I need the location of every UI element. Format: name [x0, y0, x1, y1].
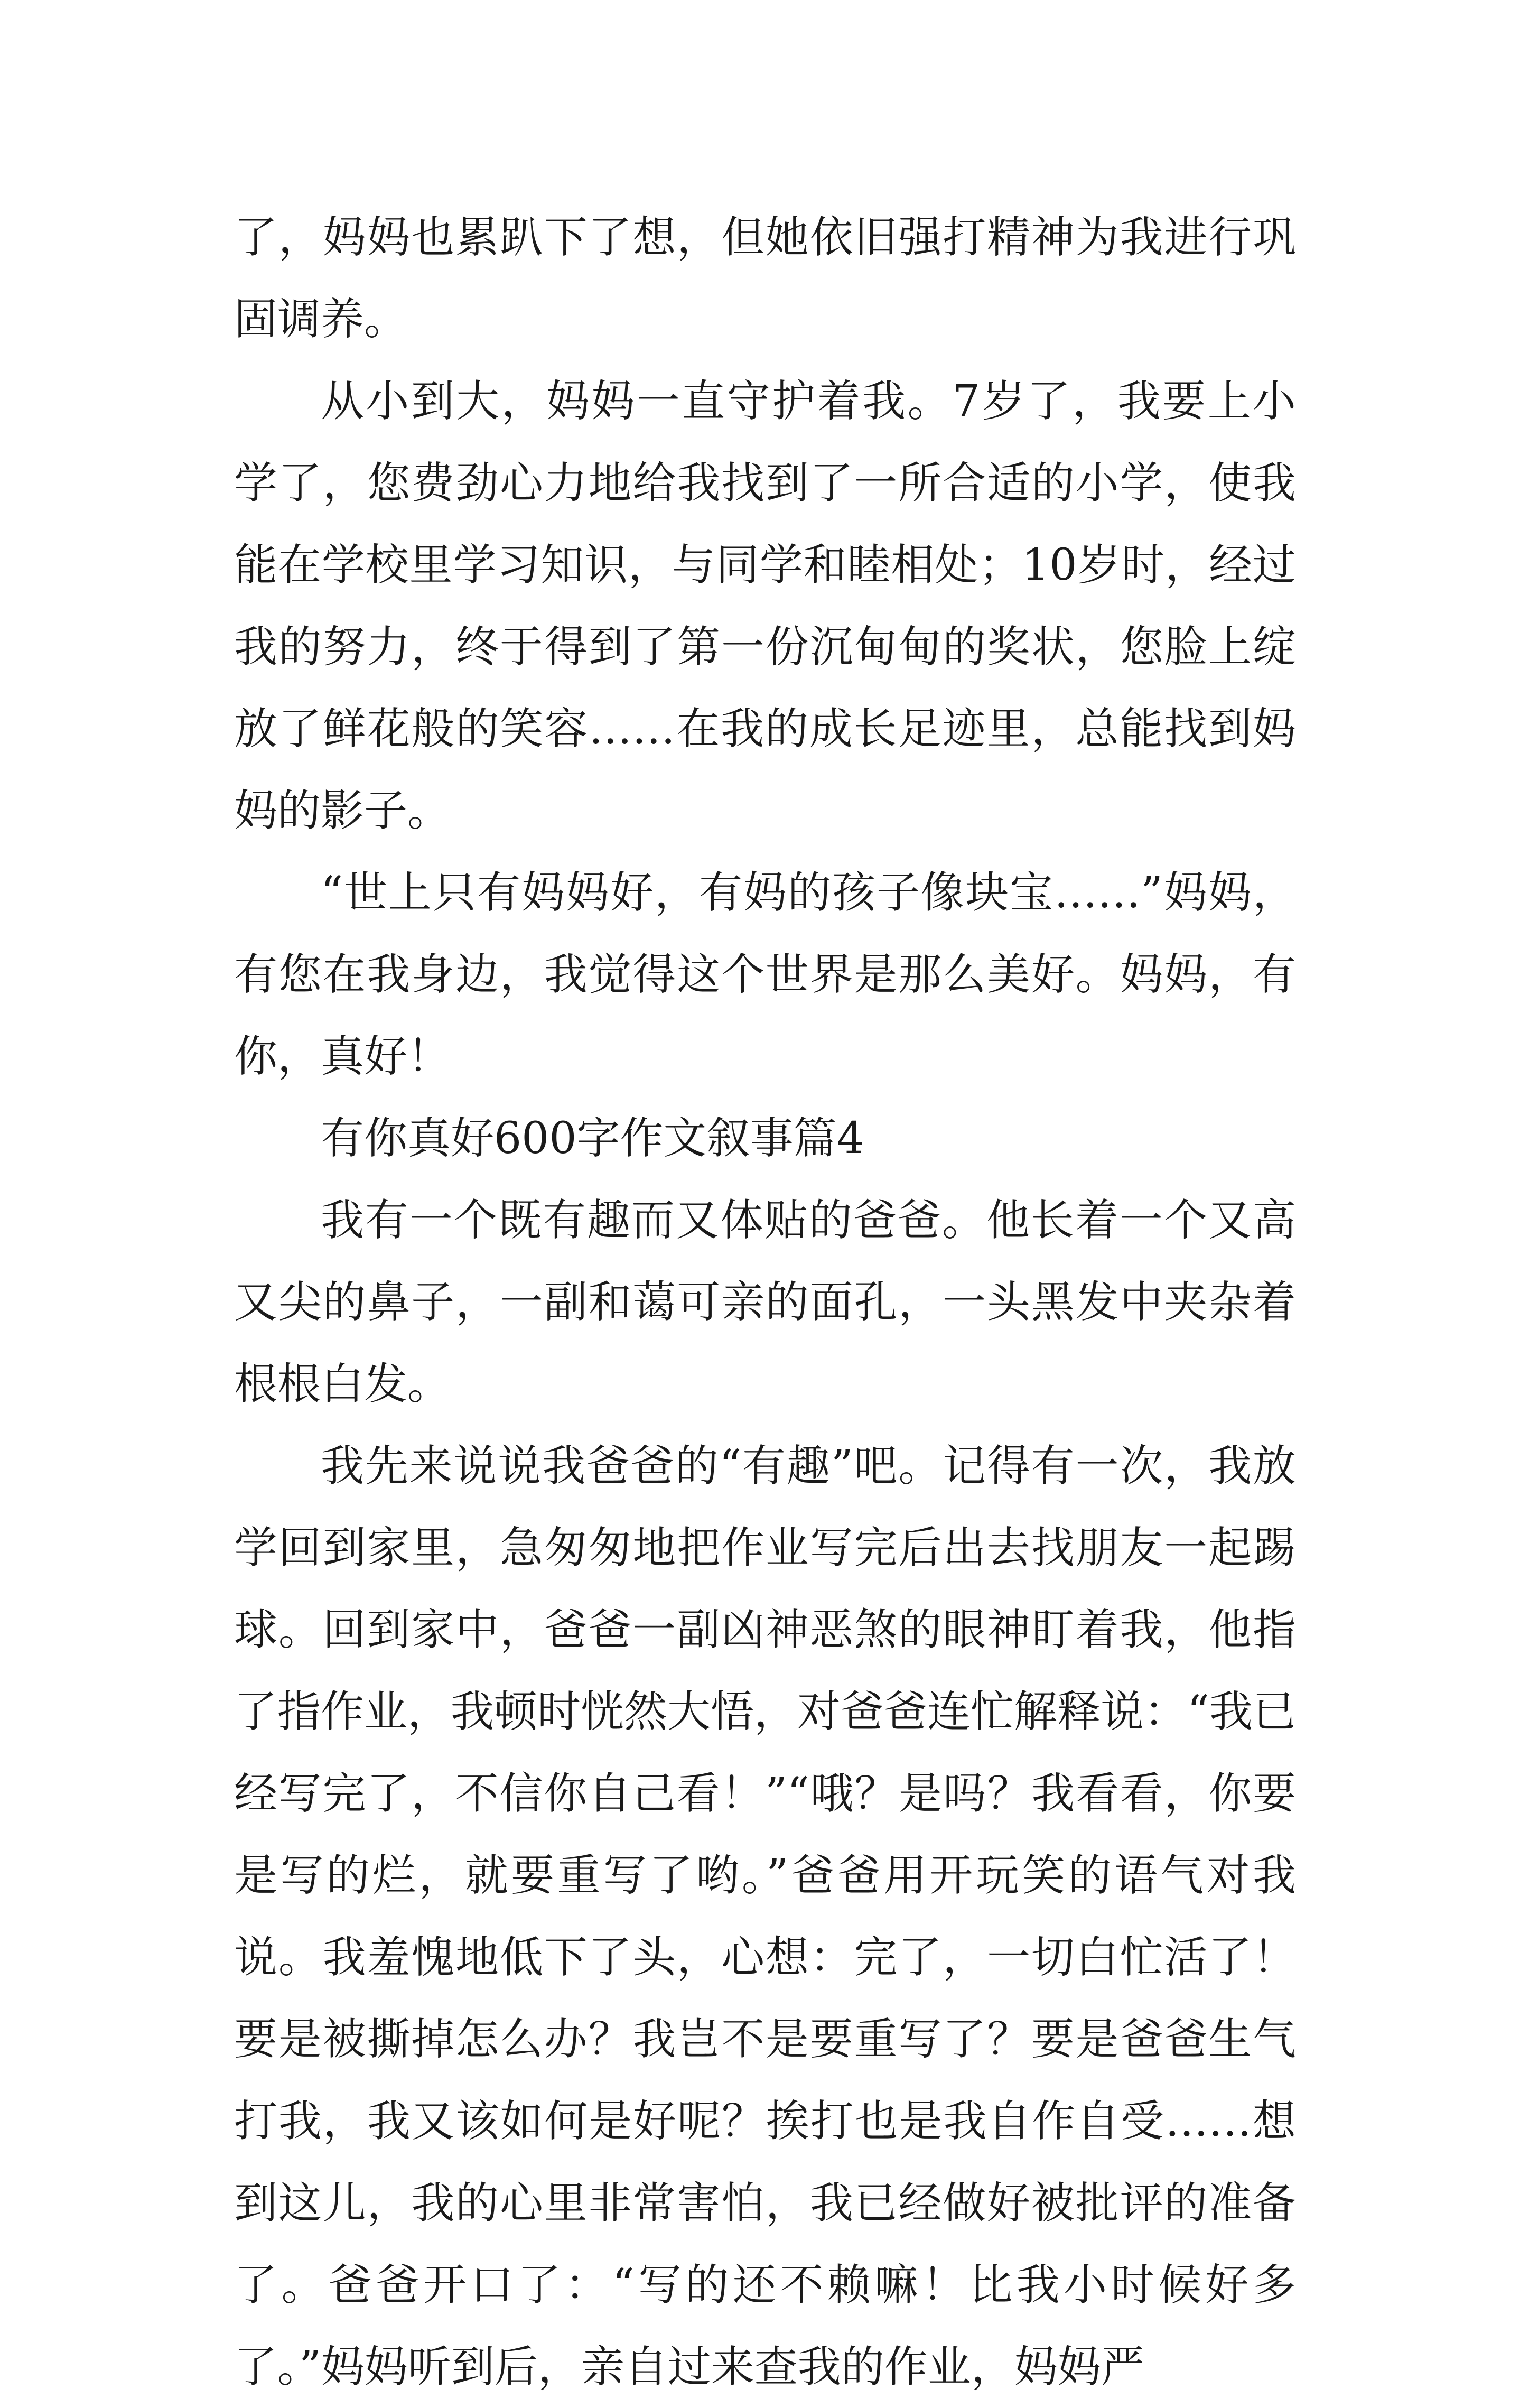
paragraph-father-story: 我先来说说我爸爸的“有趣”吧。记得有一次，我放学回到家里，急匆匆地把作业写完后出去找朋友一起踢球。回到家中，爸爸一副凶神恶煞的眼神盯着我，他指了指作业，我顿时恍然大悟，对爸爸连忙解释说：“我已经写完了，不信你自己看！”“哦？是吗？我看看，你要是写的烂，就要重写了哟。”爸爸用开玩笑的语气对我说。我羞愧地低下了头，心想：完了，一切白忙活了！要是被撕掉怎么办？我岂不是要重写了？要是爸爸生气打我，我又该如何是好呢？挨打也是我自作自受……想到这儿，我的心里非常害怕，我已经做好被批评的准备了。爸爸开口了：“写的还不赖嘛！比我小时候好多了。”妈妈听到后，亲自过来查我的作业，妈妈严 [234, 1441, 1296, 2392]
section-heading: 有你真好600字作文叙事篇4 [321, 1113, 864, 1164]
paragraph-mother-song: “世上只有妈妈好，有妈的孩子像块宝……”妈妈，有您在我身边，我觉得这个世界是那么美好。妈妈，有你，真好！ [234, 868, 1296, 1082]
document-page [234, 197, 1296, 2408]
paragraph-father-intro: 我有一个既有趣而又体贴的爸爸。他长着一个又高又尖的鼻子，一副和蔼可亲的面孔，一头黑发中夹杂着根根白发。 [234, 1195, 1296, 1409]
paragraph-growing-up: 从小到大，妈妈一直守护着我。7岁了，我要上小学了，您费劲心力地给我找到了一所合适的小学，使我能在学校里学习知识，与同学和睦相处；10岁时，经过我的努力，终于得到了第一份沉甸甸的奖状，您脸上绽放了鲜花般的笑容……在我的成长足迹里，总能找到妈妈的影子。 [234, 376, 1296, 836]
paragraph-continued: 了，妈妈也累趴下了想，但她依旧强打精神为我进行巩固调养。 [234, 212, 1296, 345]
